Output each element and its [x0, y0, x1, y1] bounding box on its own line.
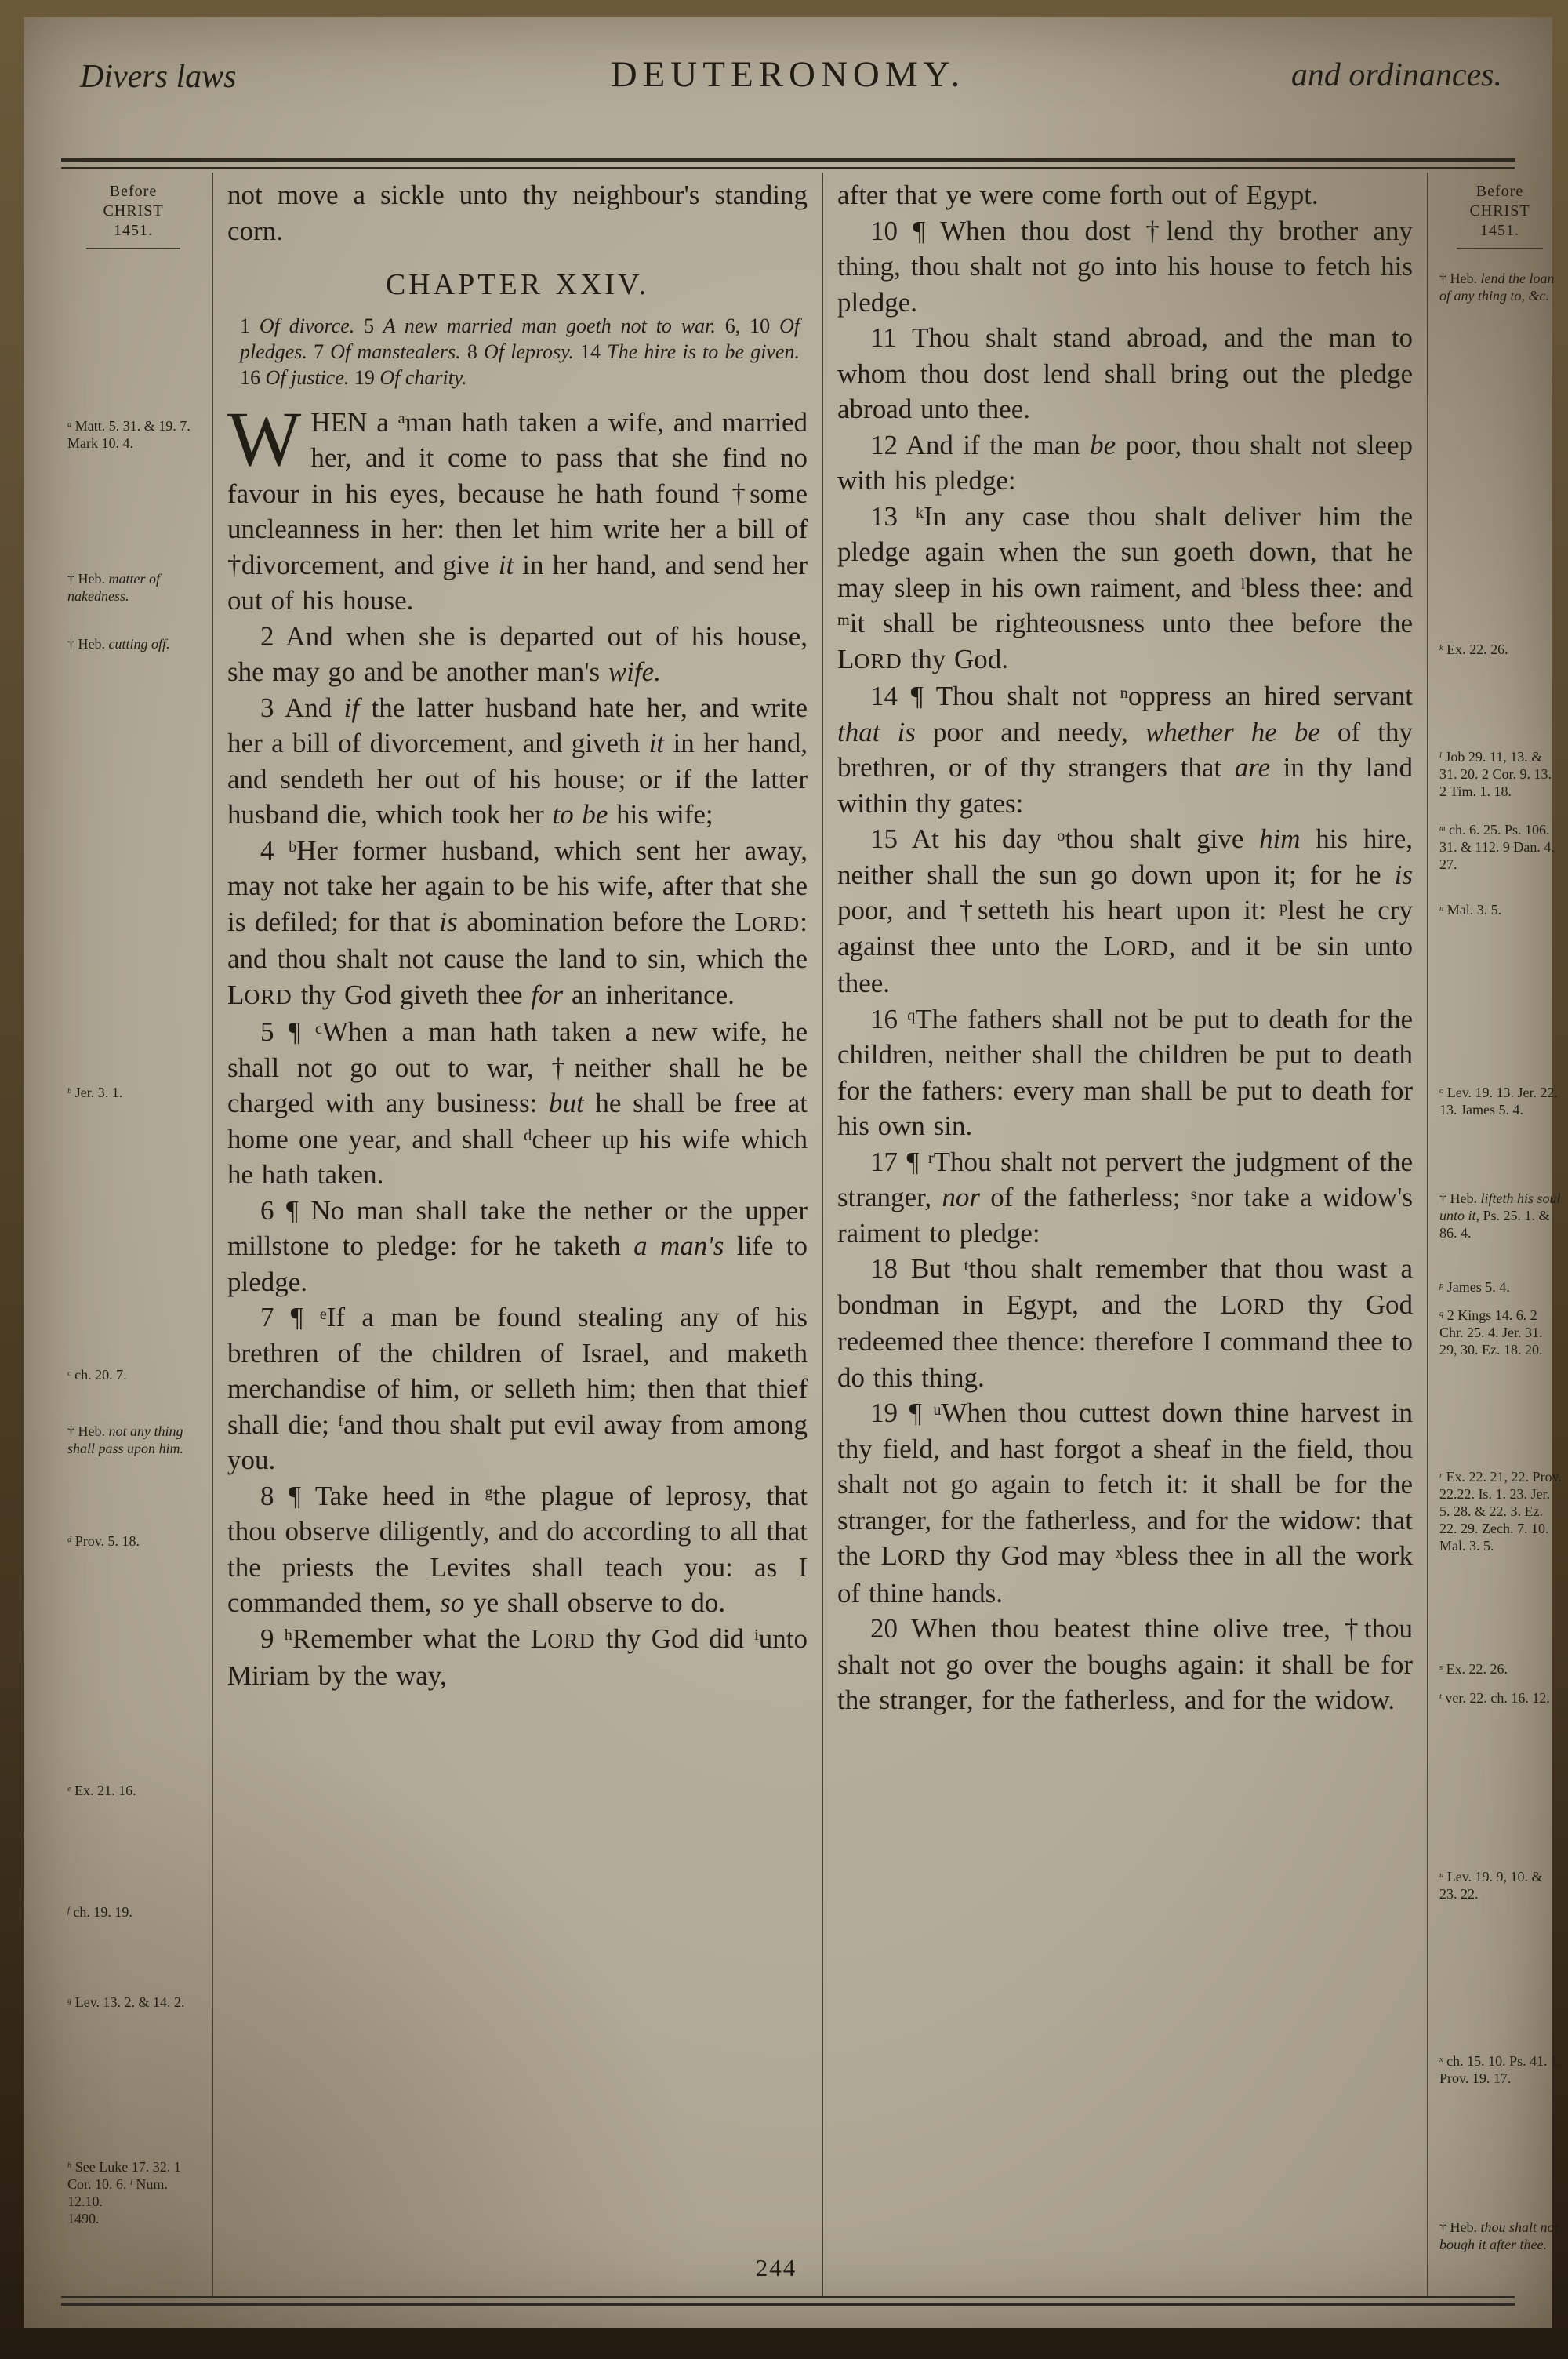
margin-note: $^u$ Lev. 19. 9, 10. & 23. 22.: [1439, 1869, 1543, 1902]
margin-note: $^q$ 2 Kings 14. 6. 2 Chr. 25. 4. Jer. 31. 29, 30. Ez. 18. 20.: [1439, 1307, 1543, 1358]
verse-5: 5 ¶ $^c$When a man hath taken a new wife, he shall not go out to war, †neither shall he be charged with any business: but he shall be free at home one year, and shall $^d$cheer up his wife which he hath taken.: [227, 1016, 808, 1190]
right-margin-column: [1436, 182, 1563, 2292]
margin-note: $^k$ Ex. 22. 26.: [1439, 642, 1508, 657]
verse-14: 14 ¶ Thou shalt not $^n$oppress an hired servant that is poor and needy, whether he be of thy brethren, or of thy strangers that are in thy land within thy gates:: [837, 681, 1413, 819]
margin-note: $^h$ See Luke 17. 32. 1 Cor. 10. 6. $^i$ Num. 12.10. 1490.: [67, 2159, 181, 2226]
margin-note: $^x$ ch. 15. 10. Ps. 41. 1. Prov. 19. 17.: [1439, 2053, 1562, 2086]
verse-2: 2 And when she is departed out of his house, she may go and be another man's wife.: [227, 620, 808, 687]
margin-note: $^r$ Ex. 22. 21, 22. Prov. 22.22. Is. 1. 23. Jer. 5. 28. & 22. 3. Ez. 22. 29. Zech. 7. 10. Mal. 3. 5.: [1439, 1469, 1562, 1554]
margin-note: $^g$ Lev. 13. 2. & 14. 2.: [67, 1994, 185, 2010]
verse-4: 4 $^b$Her former husband, which sent her away, may not take her again to be his wife, after that she is defiled; for that is abomination before the LORD: and thou shalt not cause the land to sin, which the LORD thy God giveth thee for an inheritance.: [227, 834, 808, 1010]
verse-12: 12 And if the man be poor, thou shalt not sleep with his pledge:: [837, 429, 1413, 496]
header-double-rule: [61, 158, 1515, 169]
drop-cap: W: [227, 394, 302, 482]
column-rule-right: [1427, 173, 1428, 2296]
before-christ-date-right: [1436, 182, 1563, 249]
date-separator-rule: [1457, 248, 1543, 249]
margin-note: † Heb. thou shalt not bough it after thee.: [1439, 2219, 1559, 2252]
verse-9: 9 $^h$Remember what the LORD thy God did $^i$unto Miriam by the way,: [227, 1623, 808, 1691]
margin-note: $^o$ Lev. 19. 13. Jer. 22. 13. James 5. 4.: [1439, 1085, 1559, 1118]
verse-8: 8 ¶ Take heed in $^g$the plague of leprosy, that thou observe diligently, and do according to all that the priests the Levites shall teach you: as I commanded them, so ye shall observe to do.: [227, 1480, 808, 1618]
left-margin-column: [64, 182, 202, 2292]
verse-19: 19 ¶ $^u$When thou cuttest down thine harvest in thy field, and hast forgot a sheaf in the field, thou shalt not go again to fetch it: it shall be for the stranger, for the fatherless, and for the widow: that the LORD thy God may $^x$bless thee in all the work of thine hands.: [837, 1398, 1413, 1608]
margin-note: $^a$ Matt. 5. 31. & 19. 7. Mark 10. 4.: [67, 418, 191, 451]
verse-13: 13 $^k$In any case thou shalt deliver him the pledge again when the sun goeth down, that he may sleep in his own raiment, and $^l$bless thee: and $^m$it shall be righteousness unto thee before the LORD thy God.: [837, 500, 1413, 674]
verse-17: 17 ¶ $^r$Thou shalt not pervert the judgment of the stranger, nor of the fatherless; $^s$nor take a widow's raiment to pledge:: [837, 1146, 1413, 1249]
verse-15: 15 At his day $^o$thou shalt give him his hire, neither shall the sun go down upon it; for he is poor, and †setteth his heart upon it: $^p$lest he cry against thee unto the LORD, and it be sin unto thee.: [837, 823, 1414, 998]
margin-note: † Heb. lifteth his soul unto it, Ps. 25. 1. & 86. 4.: [1439, 1190, 1561, 1241]
verse-16: 16 $^q$The fathers shall not be put to death for the children, neither shall the children be put to death for the fathers: every man shall be put to death for his own sin.: [837, 1003, 1414, 1141]
left-text-column: [227, 177, 808, 1694]
before-christ-text: Before CHRIST 1451.: [103, 183, 164, 239]
verse-7: 7 ¶ $^e$If a man be found stealing any of his brethren of the children of Israel, and maketh merchandise of him, or selleth him; then that thief shall die; $^f$and thou shalt put evil away from among you.: [227, 1302, 808, 1475]
margin-note: † Heb. cutting off.: [67, 636, 170, 652]
column-rule-left: [212, 173, 213, 2296]
margin-note: $^c$ ch. 20. 7.: [67, 1367, 127, 1383]
verse-1-text: HEN a $^a$man hath taken a wife, and married her, and it come to pass that she find no favour in his eyes, because he hath found †some uncleanness in her: then let him write her a bill of †divorcement, and give it in her hand, and send her out of his house.: [227, 406, 808, 616]
column-rule-center: [822, 173, 823, 2296]
margin-note: $^b$ Jer. 3. 1.: [67, 1085, 123, 1100]
verse-continuation: not move a sickle unto thy neighbour's standing corn.: [227, 180, 808, 246]
margin-note: $^n$ Mal. 3. 5.: [1439, 902, 1502, 918]
margin-note: $^e$ Ex. 21. 16.: [67, 1783, 136, 1798]
margin-note: $^p$ James 5. 4.: [1439, 1279, 1510, 1295]
bible-page: [24, 17, 1562, 2328]
margin-note: † Heb. matter of nakedness.: [67, 571, 160, 604]
date-separator-rule: [86, 248, 180, 249]
right-text-column: [837, 177, 1413, 1718]
running-head: [69, 53, 1507, 100]
verse-11: 11 Thou shalt stand abroad, and the man to whom thou dost lend shall bring out the pledge abroad unto thee.: [837, 322, 1413, 424]
verse-6: 6 ¶ No man shall take the nether or the upper millstone to pledge: for he taketh a man's life to pledge.: [227, 1194, 808, 1297]
page-number: 244: [755, 2254, 797, 2281]
running-head-right: and ordinances.: [1290, 57, 1502, 93]
margin-note: † Heb. lend the loan of any thing to, &c.: [1439, 271, 1555, 304]
chapter-summary: 1 Of divorce. 5 A new married man goeth not to war. 6, 10 Of pledges. 7 Of manstealers. 8 Of leprosy. 14 The hire is to be given. 16 Of justice. 19 Of charity.: [240, 314, 800, 389]
verse-1: [227, 394, 808, 619]
verse-18: 18 But $^t$thou shalt remember that thou wast a bondman in Egypt, and the LORD thy God redeemed thee thence: therefore I command thee to do this thing.: [837, 1253, 1414, 1393]
margin-note: $^m$ ch. 6. 25. Ps. 106. 31. & 112. 9 Dan. 4. 27.: [1439, 822, 1555, 872]
book-title: DEUTERONOMY.: [610, 54, 966, 95]
margin-note: $^l$ Job 29. 11, 13. & 31. 20. 2 Cor. 9. 13. 2 Tim. 1. 18.: [1439, 749, 1552, 799]
before-christ-date-left: [64, 182, 202, 249]
running-head-left: Divers laws: [80, 59, 237, 95]
verse-9-continuation: after that ye were come forth out of Egypt.: [837, 180, 1319, 210]
footer-double-rule: [61, 2296, 1515, 2306]
verse-10: 10 ¶ When thou dost †lend thy brother any thing, thou shalt not go into his house to fetch his pledge.: [837, 215, 1413, 318]
margin-note: $^d$ Prov. 5. 18.: [67, 1533, 140, 1549]
before-christ-text: Before CHRIST 1451.: [1469, 183, 1530, 239]
margin-note: $^t$ ver. 22. ch. 16. 12.: [1439, 1690, 1550, 1706]
margin-note: † Heb. not any thing shall pass upon him.: [67, 1423, 184, 1456]
verse-20: 20 When thou beatest thine olive tree, †thou shalt not go over the boughs again: it shall be for the stranger, for the fatherless, and for the widow.: [837, 1613, 1413, 1715]
margin-note: $^f$ ch. 19. 19.: [67, 1904, 132, 1920]
verse-3: 3 And if the latter husband hate her, and write her a bill of divorcement, and giveth it in her hand, and sendeth her out of his house; or if the latter husband die, which took her to be his wife;: [227, 692, 808, 830]
margin-note: $^s$ Ex. 22. 26.: [1439, 1661, 1508, 1677]
chapter-heading: CHAPTER XXIV.: [385, 268, 650, 301]
